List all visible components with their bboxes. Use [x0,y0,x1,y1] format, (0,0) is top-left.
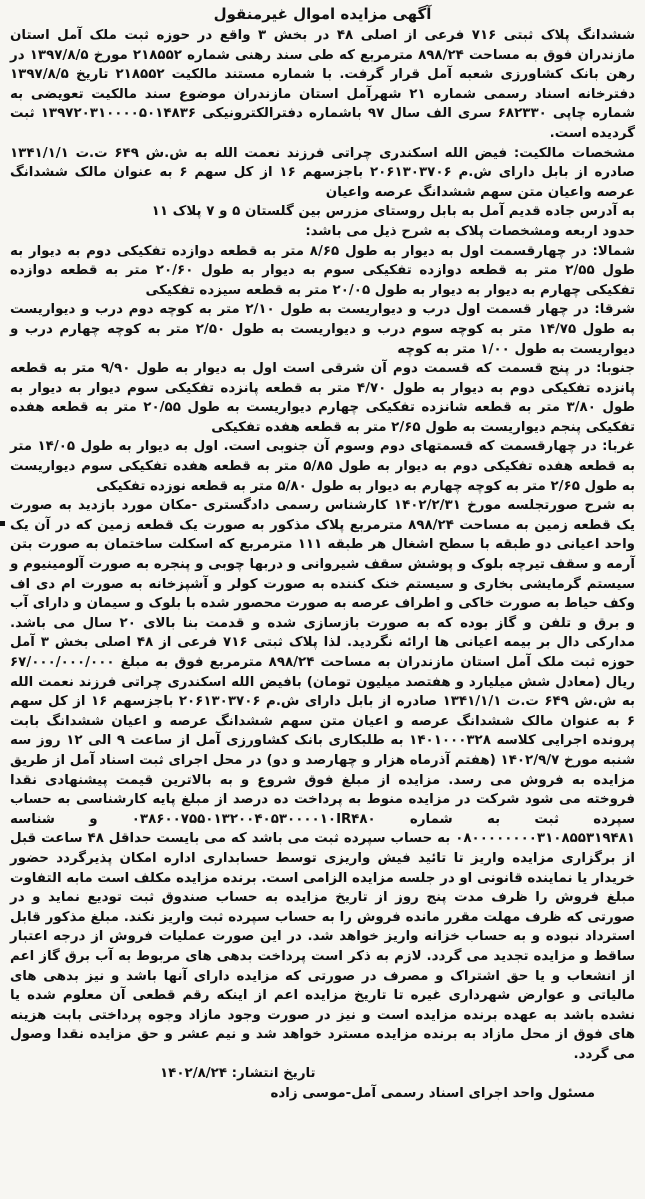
notice-title: آگهی مزایده اموال غیرمنقول [213,5,432,23]
paragraph-north-boundary: شمالا: در چهارقسمت اول به دیوار به طول ۸/۶۵ متر به قطعه دوازده تفکیکی دوم به دیوار به طول ۲/۵۵ متر به قطعه دوازده تفکیکی سوم به دیوار به طول ۲۰/۶۰ متر به قطعه دوازده تفکیکی چهارم به دیوار به دیوار به طول ۲۰/۰۵ متر به قطعه سیزده تفکیکی [10,243,635,298]
paragraph-plate-description: ششدانگ پلاک ثبتی ۷۱۶ فرعی از اصلی ۴۸ در بخش ۳ واقع در حوزه ثبت ملک آمل استان مازندران فوق به مساحت ۸۹۸/۲۴ مترمربع که طی سند رهنی شماره ۲۱۸۵۵۲ مورخ ۱۳۹۷/۸/۵ در رهن بانک کشاورزی شعبه آمل قرار گرفت. با شماره مستند مالکیت ۲۱۸۵۵۲ تاریخ ۱۳۹۷/۸/۵ دفترخانه اسناد رسمی شماره ۲۱ شهرآمل استان مازندران موضوع سند مالکیت تعویضی به شماره چاپی ۶۸۲۳۳۰ سری الف سال ۹۷ باشماره دفترالکترونیکی ۱۳۹۷۲۰۳۱۰۰۰۰۵۰۱۴۸۳۶ ثبت گردیده است. [10,28,635,141]
paragraph-address: به آدرس جاده قدیم آمل به بابل روستای مزرس بین گلستان ۵ و ۷ پلاک ۱۱ [151,204,635,220]
paragraph-boundaries-heading: حدود اربعه ومشخصات پلاک به شرح ذیل می باشد: [305,223,635,239]
publish-date-line [10,1064,635,1084]
paragraph-south-boundary: جنوبا: در پنج قسمت که قسمت دوم آن شرقی است اول به دیوار به طول ۹/۹۰ متر به قطعه پانزده تفکیکی دوم به دیوار به طول ۴/۷۰ متر به قطعه پانزده تفکیکی سوم دیوار به دیوار به طول ۳/۸۰ متر به قطعه شانزده تفکیکی چهارم دیواریست به طول ۲۰/۵۵ متر به قطعه هفده تفکیکی پنجم دیواریست به طول ۲/۶۵ متر به قطعه هفده تفکیکی [10,361,636,435]
publish-date-label: تاریخ انتشار: [231,1066,316,1082]
paragraph-east-boundary: شرقا: در چهار قسمت اول درب و دیواریست به طول ۲/۱۰ متر به کوچه دوم درب و دیواریست به طول ۱۴/۷۵ متر به کوچه سوم درب و دیواریست به طول ۲/۵۰ متر به کوچه چهارم درب و دیواریست به طول ۱/۰۰ متر به کوچه [10,302,635,357]
paragraph-ownership: مشخصات مالکیت: فیض الله اسکندری چراتی فرزند نعمت الله به ش.ش ۶۴۹ ت.ت ۱۳۴۱/۱/۱ صادره از بابل دارای ش.م ۲۰۶۱۳۰۳۷۰۶ باجزسهم ۱۶ از کل سهم ۶ به عنوان مالک ششدانگ عرصه واعیان متن سهم ششدانگ عرصه واعیان [10,145,635,200]
paragraph-west-boundary: غربا: در چهارقسمت که قسمتهای دوم وسوم آن جنوبی است. اول به دیوار به طول ۱۴/۰۵ متر به قطعه هفده تفکیکی دوم به دیوار به طول ۵/۸۵ متر به قطعه هفده تفکیکی سوم دیواریست به طول ۲/۶۵ متر به کوچه چهارم به دیوار به طول ۵/۸۰ متر به قطعه نوزده تفکیکی [10,439,635,494]
margin-mark [0,521,5,526]
paragraph-auction-terms: به شرح صورتجلسه مورخ ۱۴۰۲/۲/۳۱ کارشناس رسمی دادگستری -مکان مورد بازدید به صورت یک قطعه زمین به مساحت ۸۹۸/۲۴ مترمربع پلاک مذکور به صورت یک قطعه زمین که در آن یک واحد اعیانی دو طبقه با سطح اشغال هر طبقه ۱۱۱ مترمربع که اسکلت ساختمان به صورت بتن آرمه و سقف تیرچه بلوک و پوشش سقف شیروانی و دربها چوبی و پنجره به صورت آلومینیوم و سیستم گرمایشی بخاری و سیستم خنک کننده به صورت کولر و آشپزخانه به صورت ام دی اف وکف حیاط به صورت خاکی و اطراف عرصه به صورت محصور شده با بلوک و سیمان و دارای آب و برق و تلفن و گاز بوده که به صورت بازسازی شده و قدمت بنا بالای ۲۰ سال می باشد. مدارکی دال بر بیمه اعیانی ها ارائه نگردید. لذا پلاک ثبتی ۷۱۶ فرعی از ۴۸ اصلی بخش ۳ آمل حوزه ثبت ملک آمل استان مازندران به مساحت ۸۹۸/۲۴ مترمربع فوق به مبلغ ۶۷/۰۰۰/۰۰۰/۰۰۰ ریال (معادل شش میلیارد و هفتصد میلیون تومان) بافیض الله اسکندری چراتی فرزند نعمت الله به ش.ش ۶۴۹ ت.ت ۱۳۴۱/۱/۱ صادره از بابل دارای ش.م ۲۰۶۱۳۰۳۷۰۶ باجزسهم ۱۶ از کل سهم ۶ به عنوان مالک ششدانگ عرصه و اعیان متن سهم ششدانگ عرصه و اعیان ششدانگ بابت پرونده اجرایی کلاسه ۱۴۰۱۰۰۰۳۲۸ به طلبکاری بانک کشاورزی آمل از ساعت ۹ الی ۱۲ روز سه شنبه مورخ ۱۴۰۲/۹/۷ (هفتم آذرماه هزار و چهارصد و دو) در محل اجرای ثبت اسناد آمل از طریق مزایده به فروش می رسد. مزایده از مبلغ فوق شروع و به بالاترین قیمت پیشنهادی نقدا فروخته می شود شرکت در مزایده منوط به پرداخت ده درصد از مبلغ پایه کارشناسی به حساب سپرده ثبت به شماره ۰۳۸۶۰۰۷۵۵۰۱۳۲۰۰۴۰۵۳۰۰۰۰۱۰IR۴۸۰ و شناسه ۰۸۰۰۰۰۰۰۰۰۳۱۰۸۵۵۳۱۹۴۸۱ به حساب سپرده ثبت می باشد که می بایست حداقل ۴۸ ساعت قبل از برگزاری مزایده واریز تا تائید فیش واریزی توسط حسابداری اداره امکان پذیرگردد حضور خریدار یا نماینده قانونی او در جلسه مزایده الزامی است. برنده مزایده مکلف است مابه التفاوت مبلغ فروش را ظرف مدت پنج روز از تاریخ مزایده به حساب صندوق ثبت تودیع نماید و در صورتی که ظرف مهلت مقرر مانده فروش را به حساب سپرده ثبت واریز نکند. مبلغ مذکور قابل استرداد نبوده و به حساب خزانه واریز خواهد شد. در این صورت عملیات فروش از درجه اعتبار ساقط و مزایده تجدید می گردد. لازم به ذکر است پرداخت بدهی های مربوط به آب برق گاز اعم از انشعاب و یا حق اشتراک و مصرف در صورتی که مزایده دارای آنها باشد و نیز بدهی های مالیاتی و عوارض شهرداری غیره تا تاریخ مزایده اعم از اینکه رقم قطعی آن معلوم شده یا نشده باشد به عهده برنده مزایده است و نیز در صورت وجود مازاد وجوه پرداختی بابت هزینه های فوق از محل مازاد به برنده مزایده مسترد خواهد شد و نیم عشر و حق مزایده نقدا وصول می گردد. [10,498,636,1062]
publish-date-block [160,1064,316,1084]
publish-date: ۱۴۰۲/۸/۲۴ [160,1066,227,1082]
signature-line: مسئول واحد اجرای اسناد رسمی آمل-موسی زاده [270,1086,595,1102]
